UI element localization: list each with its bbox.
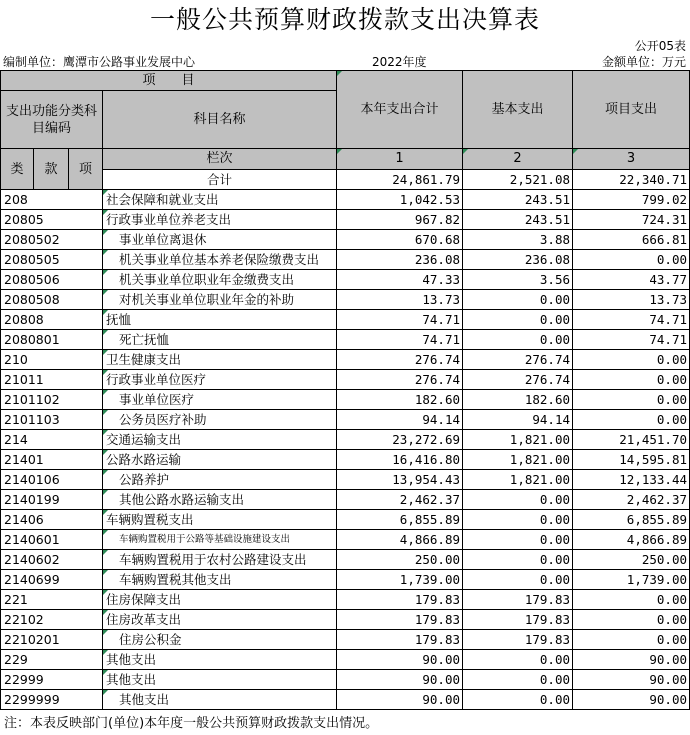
row-code: 20805 xyxy=(1,210,103,230)
row-project: 250.00 xyxy=(573,550,690,570)
table-row xyxy=(1,550,690,570)
row-code: 22999 xyxy=(1,670,103,690)
row-total: 1,042.53 xyxy=(337,190,463,210)
row-subject-name: 公路养护 xyxy=(103,470,337,490)
row-code: 2080505 xyxy=(1,250,103,270)
table-row xyxy=(1,430,690,450)
expenditure-table xyxy=(0,70,690,710)
row-basic: 0.00 xyxy=(463,570,573,590)
row-code: 2101102 xyxy=(1,390,103,410)
row-code: 214 xyxy=(1,430,103,450)
table-row xyxy=(1,310,690,330)
row-total: 182.60 xyxy=(337,390,463,410)
row-project: 74.71 xyxy=(573,310,690,330)
table-row xyxy=(1,390,690,410)
table-row xyxy=(1,190,690,210)
row-basic: 0.00 xyxy=(463,650,573,670)
row-project: 4,866.89 xyxy=(573,530,690,550)
row-code: 21011 xyxy=(1,370,103,390)
table-row xyxy=(1,530,690,550)
row-code: 2140699 xyxy=(1,570,103,590)
row-basic: 1,821.00 xyxy=(463,450,573,470)
row-code: 21401 xyxy=(1,450,103,470)
table-row xyxy=(1,230,690,250)
row-total: 74.71 xyxy=(337,310,463,330)
row-total: 670.68 xyxy=(337,230,463,250)
total-basic: 2,521.08 xyxy=(463,169,573,190)
table-row xyxy=(1,570,690,590)
row-project: 2,462.37 xyxy=(573,490,690,510)
row-total: 13,954.43 xyxy=(337,470,463,490)
row-total: 90.00 xyxy=(337,690,463,710)
row-subject-name: 住房公积金 xyxy=(103,630,337,650)
item-header: 项 目 xyxy=(1,71,337,91)
row-subject-name: 其他支出 xyxy=(103,670,337,690)
row-subject-name: 行政事业单位养老支出 xyxy=(103,210,337,230)
row-code: 2080502 xyxy=(1,230,103,250)
row-basic: 276.74 xyxy=(463,370,573,390)
table-footnote: 注：本表反映部门(单位)本年度一般公共预算财政拨款支出情况。 xyxy=(4,716,379,731)
row-subject-name: 其他支出 xyxy=(103,690,337,710)
row-number-header: 栏次 xyxy=(103,149,337,170)
row-total: 179.83 xyxy=(337,610,463,630)
kuan-header: 款 xyxy=(34,149,69,190)
row-basic: 0.00 xyxy=(463,330,573,350)
table-row xyxy=(1,610,690,630)
row-code: 221 xyxy=(1,590,103,610)
row-subject-name: 其他支出 xyxy=(103,650,337,670)
row-subject-name: 交通运输支出 xyxy=(103,430,337,450)
total-sum: 24,861.79 xyxy=(337,169,463,190)
row-project: 0.00 xyxy=(573,610,690,630)
row-subject-name: 车辆购置税用于公路等基础设施建设支出 xyxy=(103,530,337,550)
column-2-index: 2 xyxy=(463,149,573,170)
row-project: 6,855.89 xyxy=(573,510,690,530)
row-code: 21406 xyxy=(1,510,103,530)
row-code: 2080506 xyxy=(1,270,103,290)
row-basic: 0.00 xyxy=(463,310,573,330)
row-project: 0.00 xyxy=(573,250,690,270)
table-row xyxy=(1,290,690,310)
row-basic: 182.60 xyxy=(463,390,573,410)
row-subject-name: 机关事业单位职业年金缴费支出 xyxy=(103,270,337,290)
row-code: 2210201 xyxy=(1,630,103,650)
row-basic: 236.08 xyxy=(463,250,573,270)
form-number: 公开05表 xyxy=(634,39,686,53)
project-column-header: 项目支出 xyxy=(573,71,690,149)
basic-column-header: 基本支出 xyxy=(463,71,573,149)
row-basic: 276.74 xyxy=(463,350,573,370)
row-subject-name: 公务员医疗补助 xyxy=(103,410,337,430)
total-label: 合计 xyxy=(103,169,337,190)
row-project: 0.00 xyxy=(573,590,690,610)
compiler-unit: 编制单位：鹰潭市公路事业发展中心 xyxy=(3,55,196,69)
lei-header: 类 xyxy=(1,149,34,190)
row-total: 4,866.89 xyxy=(337,530,463,550)
row-project: 90.00 xyxy=(573,670,690,690)
row-code: 2140601 xyxy=(1,530,103,550)
row-code: 210 xyxy=(1,350,103,370)
row-total: 90.00 xyxy=(337,670,463,690)
row-subject-name: 行政事业单位医疗 xyxy=(103,370,337,390)
row-project: 0.00 xyxy=(573,390,690,410)
row-project: 0.00 xyxy=(573,370,690,390)
row-project: 0.00 xyxy=(573,350,690,370)
function-code-header: 支出功能分类科目编码 xyxy=(1,91,103,149)
report-year: 2022年度 xyxy=(372,55,427,69)
subject-name-header: 科目名称 xyxy=(103,91,337,149)
row-total: 47.33 xyxy=(337,270,463,290)
row-subject-name: 事业单位医疗 xyxy=(103,390,337,410)
row-basic: 3.56 xyxy=(463,270,573,290)
row-total: 276.74 xyxy=(337,350,463,370)
row-subject-name: 抚恤 xyxy=(103,310,337,330)
table-row xyxy=(1,510,690,530)
row-project: 12,133.44 xyxy=(573,470,690,490)
row-code: 2140199 xyxy=(1,490,103,510)
table-row xyxy=(1,270,690,290)
table-row xyxy=(1,650,690,670)
table-row xyxy=(1,490,690,510)
row-subject-name: 对机关事业单位职业年金的补助 xyxy=(103,290,337,310)
row-subject-name: 卫生健康支出 xyxy=(103,350,337,370)
row-code: 2299999 xyxy=(1,690,103,710)
row-basic: 0.00 xyxy=(463,670,573,690)
row-project: 43.77 xyxy=(573,270,690,290)
row-subject-name: 车辆购置税其他支出 xyxy=(103,570,337,590)
table-row xyxy=(1,370,690,390)
row-code: 20808 xyxy=(1,310,103,330)
row-subject-name: 住房改革支出 xyxy=(103,610,337,630)
row-basic: 179.83 xyxy=(463,630,573,650)
row-project: 0.00 xyxy=(573,630,690,650)
row-subject-name: 社会保障和就业支出 xyxy=(103,190,337,210)
row-subject-name: 其他公路水路运输支出 xyxy=(103,490,337,510)
row-project: 74.71 xyxy=(573,330,690,350)
column-1-index: 1 xyxy=(337,149,463,170)
row-code: 2080801 xyxy=(1,330,103,350)
column-3-index: 3 xyxy=(573,149,690,170)
table-row xyxy=(1,450,690,470)
row-project: 14,595.81 xyxy=(573,450,690,470)
table-row xyxy=(1,410,690,430)
row-subject-name: 公路水路运输 xyxy=(103,450,337,470)
row-project: 13.73 xyxy=(573,290,690,310)
row-total: 13.73 xyxy=(337,290,463,310)
row-basic: 179.83 xyxy=(463,610,573,630)
row-total: 179.83 xyxy=(337,590,463,610)
row-code: 229 xyxy=(1,650,103,670)
row-total: 967.82 xyxy=(337,210,463,230)
row-total: 74.71 xyxy=(337,330,463,350)
table-row xyxy=(1,350,690,370)
row-project: 724.31 xyxy=(573,210,690,230)
row-total: 276.74 xyxy=(337,370,463,390)
row-subject-name: 车辆购置税支出 xyxy=(103,510,337,530)
row-basic: 1,821.00 xyxy=(463,430,573,450)
row-project: 90.00 xyxy=(573,650,690,670)
row-project: 799.02 xyxy=(573,190,690,210)
row-basic: 0.00 xyxy=(463,290,573,310)
table-row xyxy=(1,630,690,650)
row-basic: 0.00 xyxy=(463,550,573,570)
row-basic: 243.51 xyxy=(463,190,573,210)
row-basic: 0.00 xyxy=(463,690,573,710)
row-subject-name: 事业单位离退休 xyxy=(103,230,337,250)
row-total: 179.83 xyxy=(337,630,463,650)
table-row xyxy=(1,590,690,610)
row-project: 21,451.70 xyxy=(573,430,690,450)
row-total: 23,272.69 xyxy=(337,430,463,450)
row-project: 90.00 xyxy=(573,690,690,710)
row-basic: 243.51 xyxy=(463,210,573,230)
row-total: 2,462.37 xyxy=(337,490,463,510)
table-row xyxy=(1,670,690,690)
row-total: 94.14 xyxy=(337,410,463,430)
row-basic: 3.88 xyxy=(463,230,573,250)
row-total: 16,416.80 xyxy=(337,450,463,470)
table-row xyxy=(1,330,690,350)
row-total: 90.00 xyxy=(337,650,463,670)
row-code: 208 xyxy=(1,190,103,210)
row-basic: 0.00 xyxy=(463,530,573,550)
table-row xyxy=(1,210,690,230)
row-code: 2140106 xyxy=(1,470,103,490)
row-project: 1,739.00 xyxy=(573,570,690,590)
row-basic: 1,821.00 xyxy=(463,470,573,490)
row-subject-name: 死亡抚恤 xyxy=(103,330,337,350)
row-subject-name: 车辆购置税用于农村公路建设支出 xyxy=(103,550,337,570)
report-title: 一般公共预算财政拨款支出决算表 xyxy=(149,5,540,34)
data-rows xyxy=(1,190,690,710)
row-subject-name: 住房保障支出 xyxy=(103,590,337,610)
xiang-header: 项 xyxy=(69,149,103,190)
row-code: 2101103 xyxy=(1,410,103,430)
row-code: 22102 xyxy=(1,610,103,630)
row-total: 236.08 xyxy=(337,250,463,270)
row-basic: 179.83 xyxy=(463,590,573,610)
row-total: 250.00 xyxy=(337,550,463,570)
row-project: 0.00 xyxy=(573,410,690,430)
table-row xyxy=(1,250,690,270)
row-total: 6,855.89 xyxy=(337,510,463,530)
row-code: 2140602 xyxy=(1,550,103,570)
row-project: 666.81 xyxy=(573,230,690,250)
table-row xyxy=(1,690,690,710)
total-column-header: 本年支出合计 xyxy=(337,71,463,149)
row-basic: 0.00 xyxy=(463,490,573,510)
row-subject-name: 机关事业单位基本养老保险缴费支出 xyxy=(103,250,337,270)
row-code: 2080508 xyxy=(1,290,103,310)
total-project: 22,340.71 xyxy=(573,169,690,190)
row-basic: 94.14 xyxy=(463,410,573,430)
row-basic: 0.00 xyxy=(463,510,573,530)
amount-unit: 金额单位：万元 xyxy=(601,55,686,69)
row-total: 1,739.00 xyxy=(337,570,463,590)
table-row xyxy=(1,470,690,490)
